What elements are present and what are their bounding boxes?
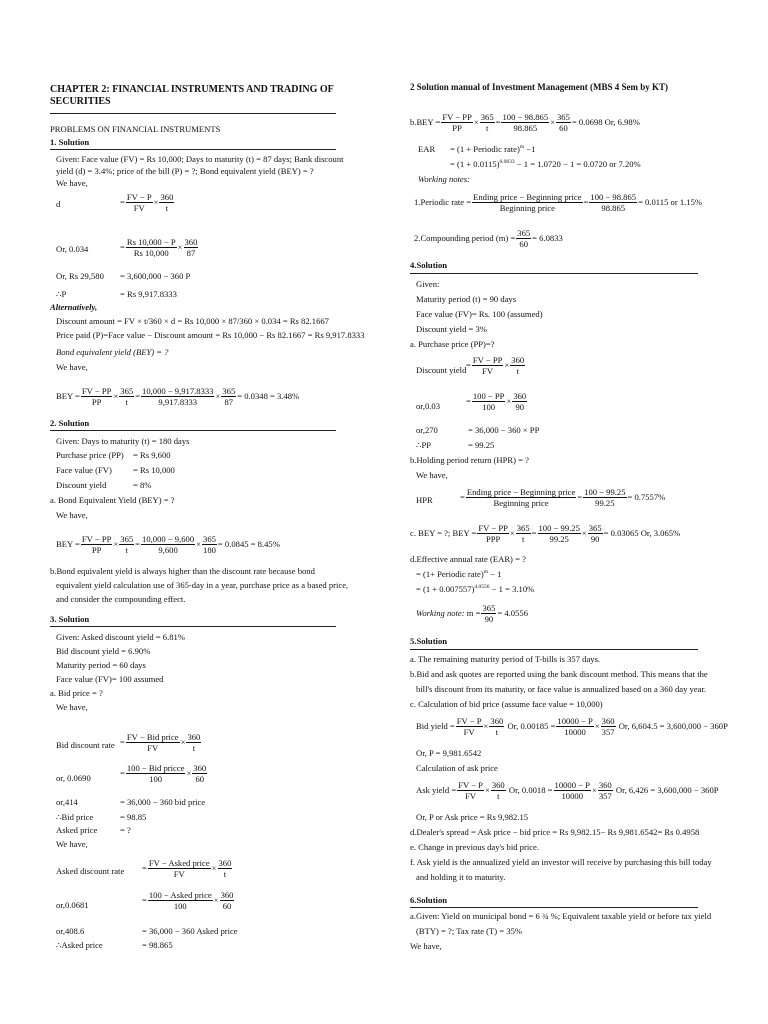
- s3-or-0690: or, 0.0690: [56, 773, 91, 783]
- s2-pp-label: Purchase price (PP): [56, 450, 124, 460]
- s4-pp-value: = 99.25: [468, 440, 495, 450]
- s2-part-b-line2: equivalent yield calculation use of 365-day in a year, purchase price as a based price,: [56, 580, 349, 590]
- s4-dy-formula: = $\frac{FV - PP}{FV}$ × $\frac{360}{t}$: [466, 355, 525, 376]
- s4-ear-line1: = (1+ Periodic rate)$^m$ − 1: [416, 569, 502, 579]
- s5-part-b-line1: b.Bid and ask quotes are reported using the bank discount method. This means that the: [410, 669, 708, 679]
- s5-part-b-line2: bill's discount from its maturity, or face value is annualized based on a 360 day year.: [416, 684, 706, 694]
- s2-part-a: a. Bond Equivalent Yield (BEY) = ?: [50, 495, 175, 505]
- s4-pp-label: ∴PP: [416, 440, 432, 450]
- s2-fv-label: Face value (FV): [56, 465, 112, 475]
- s2-bey-formula: BEY = $\frac{FV - PP}{PP}$ × $\frac{365}{t}$ = $\frac{10,000 - 9,600}{9,600}$ × $\frac{365}{180}$ = 0.0845 = 8.45%: [56, 534, 280, 555]
- s5-part-f-line2: and holding it to maturity.: [416, 872, 506, 882]
- s1-we-have-2: We have,: [56, 362, 88, 372]
- s4-bey-formula: c. BEY = ?; BEY = $\frac{FV - PP}{\text{PPP}}$ × $\frac{365}{t}$ = $\frac{100 - 99.25}{99.25}$ × $\frac{365}{90}$ = 0.03065 Or, 3.065%: [410, 523, 681, 544]
- s4-hpr-label: HPR: [416, 495, 433, 505]
- s5-part-c: c. Calculation of bid price (assume face value = 10,000): [410, 699, 603, 709]
- s3-bid-price-value: = 98.85: [120, 812, 147, 822]
- s2-part-b-line1: b.Bond equivalent yield is always higher than the discount rate because bond: [50, 566, 315, 576]
- s3-given-4: Face value (FV)= 100 assumed: [56, 674, 164, 684]
- s2-given: Given: Days to maturity (t) = 180 days: [56, 436, 190, 446]
- s3-asked-price-2-value: = 98.865: [142, 940, 173, 950]
- solution-1-heading: 1. Solution: [50, 137, 90, 147]
- chapter-title: CHAPTER 2: FINANCIAL INSTRUMENTS AND TRADING OF SECURITIES: [50, 84, 334, 107]
- s3-asked-price-label: Asked price: [56, 825, 98, 835]
- s4-maturity: Maturity period (t) = 90 days: [416, 294, 517, 304]
- s1-d-label: d: [56, 199, 61, 209]
- s1-p-label: ∴P: [56, 289, 67, 299]
- s3b-ear-label: EAR: [418, 144, 436, 154]
- s5-or-ask-price: Or, P or Ask price = Rs 9,982.15: [416, 812, 529, 822]
- s3-or-414-value: = 36,000 − 360 bid price: [120, 797, 206, 807]
- s3-bdr-label: Bid discount rate: [56, 740, 115, 750]
- s4-or-003: or,0.03: [416, 401, 441, 411]
- s3b-compounding-period: 2.Compounding period (m) = $\frac{365}{60}$ = 6.0833: [414, 228, 563, 249]
- s2-pp-value: = Rs 9,600: [133, 450, 171, 460]
- s1-discount-amount: Discount amount = FV × t/360 × d = Rs 10,000 × 87/360 × 0.034 = Rs 82.1667: [56, 316, 329, 326]
- s4-or-270-label: or,270: [416, 425, 438, 435]
- s4-working-note: Working note: m = $\frac{365}{90}$ = 4.0556: [416, 603, 528, 624]
- s1-given-line2: yield (d) = 3.4%; price of the bill (P) = ?; Bond equivalent yield (BEY) = ?: [56, 166, 314, 176]
- s4-part-b: b.Holding period return (HPR) = ?: [410, 455, 529, 465]
- s3b-periodic-rate: 1.Periodic rate = $\frac{\text{Ending price − Beginning price}}{\text{Beginning price}}$ = $\frac{100 - 98.865}{98.865}$ = 0.0115 or 1.15%: [414, 192, 703, 213]
- s5-calc-ask: Calculation of ask price: [416, 763, 498, 773]
- s4-we-have: We have,: [416, 470, 448, 480]
- s3-given-1: Given: Asked discount yield = 6.81%: [56, 632, 185, 642]
- s1-or-034-formula: = $\frac{Rs 10,000 - P}{Rs 10,000}$ × $\frac{360}{87}$: [120, 237, 198, 258]
- s3-or-0681: or,0.0681: [56, 900, 89, 910]
- s2-fv-value: = Rs 10,000: [133, 465, 175, 475]
- s1-we-have: We have,: [56, 178, 88, 188]
- s3-or-4086-value: = 36,000 − 360 Asked price: [142, 926, 238, 936]
- s2-we-have: We have,: [56, 510, 88, 520]
- s5-part-e: e. Change in previous day's bid price.: [410, 842, 539, 852]
- s5-bid-yield-formula: Bid yield = $\frac{FV - P}{FV}$ × $\frac{360}{t}$ Or, 0.00185 = $\frac{10000 - P}{10000}$ × $\frac{360}{357}$ Or, 6,604.5 = 3,600,000 − 360P: [416, 716, 728, 737]
- s6-given-line1: a.Given: Yield on municipal bond = 6 ¾ %; Equivalent taxable yield or before tax yield: [410, 911, 712, 921]
- solution-2-heading: 2. Solution: [50, 418, 90, 428]
- s1-alternatively: Alternatively,: [50, 302, 98, 312]
- s2-part-b-line3: and consider the compounding effect.: [56, 594, 186, 604]
- s4-or-003-formula: = $\frac{100 - PP}{100}$ × $\frac{360}{90}$: [466, 391, 527, 412]
- solution-4-heading: 4.Solution: [410, 260, 448, 270]
- s4-part-a: a. Purchase price (PP)=?: [410, 339, 495, 349]
- s1-d-formula: = $\frac{FV - P}{FV}$ × $\frac{360}{t}$: [120, 192, 174, 213]
- divider: [410, 273, 698, 274]
- s3-or-414-label: or,414: [56, 797, 78, 807]
- s3-adr-formula: = $\frac{\text{FV − Asked price}}{FV}$ × $\frac{360}{t}$: [142, 858, 232, 879]
- problems-heading: PROBLEMS ON FINANCIAL INSTRUMENTS: [50, 124, 221, 134]
- divider: [410, 649, 698, 650]
- divider: [410, 907, 698, 908]
- s3-given-2: Bid discount yield = 6.90%: [56, 646, 151, 656]
- s3-or-4086-label: or,408.6: [56, 926, 85, 936]
- s3b-working-notes: Working notes:: [418, 174, 470, 184]
- s1-given-line1: Given: Face value (FV) = Rs 10,000; Days to maturity (t) = 87 days; Bank discount: [56, 154, 344, 164]
- s5-part-f-line1: f. Ask yield is the annualized yield an investor will receive by purchasing this bill today: [410, 857, 712, 867]
- solution-3-heading: 3. Solution: [50, 614, 90, 624]
- s3-given-3: Maturity period = 60 days: [56, 660, 146, 670]
- s3-bdr-formula: = $\frac{\text{FV − Bid price}}{FV}$ × $\frac{360}{t}$: [120, 732, 201, 753]
- s4-part-d: d.Effective annual rate (EAR) = ?: [410, 554, 526, 564]
- s3-part-a: a. Bid price = ?: [50, 688, 103, 698]
- s1-p-value: = Rs 9,917.8333: [120, 289, 177, 299]
- s1-bey-question: Bond equivalent yield (BEY) = ?: [56, 347, 169, 357]
- s3-or-0690-formula: = $\frac{\text{100 − Bid pricce}}{100}$ × $\frac{360}{60}$: [120, 763, 207, 784]
- s3b-bey-formula: b.BEY = $\frac{FV - PP}{PP}$ × $\frac{365}{t}$ = $\frac{100 - 98.865}{98.865}$ × $\frac{365}{60}$ = 0.0698 Or, 6.98%: [410, 112, 640, 133]
- s4-ear-line2: = $(1 + 0.007557)^{4.0556} - 1 = 3.10\%$: [416, 584, 535, 594]
- s1-bey-formula: BEY = $\frac{FV - PP}{PP}$ × $\frac{365}{t}$ = $\frac{10,000 - 9,917.8333}{9,917.8333}$ × $\frac{365}{87}$ = 0.0348 = 3.48%: [56, 386, 300, 407]
- s5-or-p: Or, P = 9,981.6542: [416, 748, 482, 758]
- s4-face-value: Face value (FV)= Rs. 100 (assumed): [416, 309, 543, 319]
- s3-asked-price-value: = ?: [120, 825, 131, 835]
- s5-part-d: d.Dealer's spread = Ask price − bid price = Rs 9,982.15− Rs 9,981.6542= Rs 0.4958: [410, 827, 700, 837]
- s3b-ear-line2: = $(1 + 0.0115)^{6.0833} - 1 = 1.0720 - 1 = 0.0720$ or 7.20%: [450, 159, 641, 169]
- s4-given: Given:: [416, 279, 440, 289]
- s4-dy-label: Discount yield: [416, 365, 467, 375]
- s6-given-line2: (BTY) = ?; Tax rate (T) = 35%: [416, 926, 523, 936]
- s3-we-have-2: We have,: [56, 839, 88, 849]
- solution-5-heading: 5.Solution: [410, 636, 448, 646]
- s5-ask-yield-formula: Ask yield = $\frac{FV - P}{FV}$ × $\frac{360}{t}$ Or, 0.0018 = $\frac{10000 - P}{10000}$ × $\frac{360}{357}$ Or, 6,426 = 3,600,000 − 360P: [416, 780, 719, 801]
- s2-dy-value: = 8%: [133, 480, 152, 490]
- s2-dy-label: Discount yield: [56, 480, 107, 490]
- s4-discount-yield: Discount yield = 3%: [416, 324, 487, 334]
- s3-asked-price-2-label: ∴Asked price: [56, 940, 103, 950]
- s4-or-270-value: = 36,000 − 360 × PP: [468, 425, 540, 435]
- s1-price-paid: Price paid (P)=Face value − Discount amount = Rs 10,000 − Rs 82.1667 = Rs 9,917.8333: [56, 330, 365, 340]
- divider: [50, 626, 336, 627]
- s3b-ear-line1: = (1 + Periodic rate)$^m$ −1: [450, 144, 536, 154]
- divider: [50, 113, 336, 114]
- s4-hpr-formula: = $\frac{\text{Ending price − Beginning price}}{\text{Beginning price}}$ = $\frac{100 - 99.25}{99.25}$ = 0.7557%: [460, 487, 666, 508]
- s6-we-have: We have,: [410, 941, 442, 951]
- s3-we-have: We have,: [56, 702, 88, 712]
- s5-part-a: a. The remaining maturity period of T-bills is 357 days.: [410, 654, 601, 664]
- s1-or-29580-value: = 3,600,000 − 360 P: [120, 271, 191, 281]
- divider: [50, 430, 336, 431]
- s3-bid-price-label: ∴Bid price: [56, 812, 94, 822]
- s1-or-034: Or, 0.034: [56, 244, 89, 254]
- divider: [50, 149, 336, 150]
- running-head: 2 Solution manual of Investment Management (MBS 4 Sem by KT): [410, 82, 669, 92]
- solution-6-heading: 6.Solution: [410, 895, 448, 905]
- s3-adr-label: Asked discount rate: [56, 866, 125, 876]
- s3-or-0681-formula: = $\frac{\text{100 − Asked price}}{100}$ × $\frac{360}{60}$: [142, 890, 234, 911]
- s1-or-29580-label: Or, Rs 29,580: [56, 271, 104, 281]
